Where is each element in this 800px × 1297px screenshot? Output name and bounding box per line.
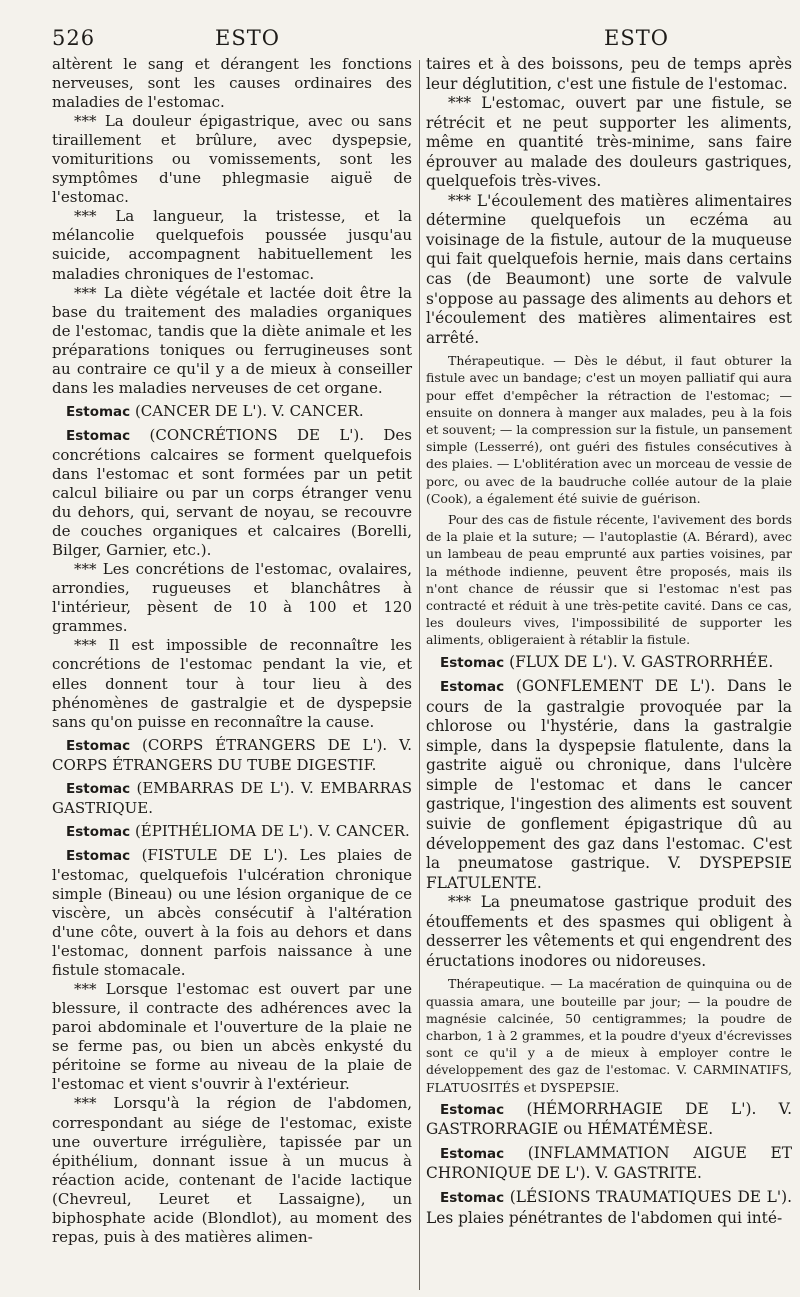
entry-text: (EMBARRAS DE L'). V. EMBARRAS GASTRIQUE. <box>52 778 412 817</box>
therapeutics-note: Thérapeutique. — La macération de quinquina ou de quassia amara, une bouteille par jour; — la poudre de magnésie calcinée, 50 centigrammes; la poudre de charbon, 1 à 2 grammes, et la poudre d'yeux d'écrevisses sont ce qu'il y a de mieux à employer contre le développement des gaz de l'estomac. V. CARMINATIFS, FLATUOSITÉS et DYSPEPSIE. <box>426 976 792 1095</box>
paragraph: *** Lorsque l'estomac est ouvert par une blessure, il contracte des adhérences avec la paroi abdominale et l'ouverture de la plaie ne se ferme pas, ou bien un abcès enkysté du péritoine se forme au niveau de la plaie de l'estomac et vient s'ouvrir à l'extérieur. <box>52 980 412 1094</box>
dictionary-entry <box>52 426 412 560</box>
paragraph: altèrent le sang et dérangent les fonctions nerveuses, sont les causes ordinaires des maladies de l'estomac. <box>52 55 412 112</box>
entry-text: (GONFLEMENT DE L'). Dans le cours de la gastralgie provoquée par la chlorose ou l'hystérie, dans la gastralgie simple, dans la dyspepsie flatulente, dans la gastrite aiguë ou chronique, dans l'ulcère simple de l'estomac et dans le cancer gastrique, l'ingestion des aliments est souvent suivie de gonflement épigastrique dû au développement des gaz dans l'estomac. C'est la pneumatose gastrique. V. DYSPEPSIE FLATULENTE. <box>426 677 792 892</box>
entry-headword: Estomac <box>440 1101 505 1118</box>
dictionary-entry <box>52 846 412 980</box>
entry-text: (CONCRÉTIONS DE L'). Des concrétions calcaires se forment quelquefois dans l'estomac et sont formées par un petit calcul biliaire ou par un corps étranger venu du dehors, qui, servant de noyau, se recouvre de couches organiques et calcaires (Borelli, Bilger, Garnier, etc.). <box>52 425 412 560</box>
therapeutics-note: Pour des cas de fistule récente, l'avivement des bords de la plaie et la suture; — l'autoplastie (A. Bérard), avec un lambeau de peau emprunté aux parties voisines, par la méthode indienne, peuvent être proposés, mais ils n'ont chance de réussir que si l'estomac n'est pas contracté et réduit à une très-petite cavité. Dans ce cas, les douleurs vives, l'impossibilité de supporter les aliments, obligeraient à rétablir la fistule. <box>426 512 792 648</box>
entry-headword: Estomac <box>66 823 131 840</box>
paragraph: *** La diète végétale et lactée doit être la base du traitement des maladies organiques de l'estomac, tandis que la diète animale et les préparations toniques ou ferrugineuses sont au contraire ce qu'il y a de mieux à conseiller dans les maladies nerveuses de cet organe. <box>52 283 412 397</box>
dictionary-entry <box>426 1188 792 1228</box>
entry-headword: Estomac <box>440 1145 505 1162</box>
therapeutics-note: Thérapeutique. — Dès le début, il faut obturer la fistule avec un bandage; c'est un moyen palliatif qui aura pour effet d'empêcher la rétraction de l'estomac; — ensuite on donnera à manger aux malades, peu à la fois et souvent; — la compression sur la fistule, un pansement simple (Lesserré), ont guéri des fistules consécutives à des plaies. — L'oblitération avec un morceau de vessie de porc, ou avec de la baudruche collée autour de la plaie (Cook), a également été suivie de guérison. <box>426 353 792 506</box>
paragraph: *** Les concrétions de l'estomac, ovalaires, arrondies, rugueuses et blanchâtres à l'intérieur, pèsent de 10 à 100 et 120 grammes. <box>52 560 412 636</box>
dictionary-entry <box>426 677 792 893</box>
dictionary-entry <box>52 779 412 818</box>
dictionary-entry <box>426 653 792 674</box>
entry-headword: Estomac <box>440 1190 505 1207</box>
entry-text: (CORPS ÉTRANGERS DE L'). V. CORPS ÉTRANGERS DU TUBE DIGESTIF. <box>52 735 412 774</box>
entry-text: (ÉPITHÉLIOMA DE L'). V. CANCER. <box>130 821 410 840</box>
paragraph: *** La douleur épigastrique, avec ou sans tiraillement et brûlure, avec dyspepsie, vomituritions ou vomissements, sont les symptômes d'une phlegmasie aiguë de l'estomac. <box>52 112 412 207</box>
left-column <box>52 55 412 1247</box>
right-running-title: ESTO <box>604 26 669 50</box>
entry-text: (HÉMORRHAGIE DE L'). V. GASTRORRAGIE ou HÉMATÉMÈSE. <box>426 1099 792 1139</box>
paragraph: *** La pneumatose gastrique produit des étouffements et des spasmes qui obligent à desserrer les vêtements et qui engendrent des éructations inodores ou nidoreuses. <box>426 893 792 970</box>
dictionary-entry <box>52 736 412 775</box>
right-column <box>426 55 792 1228</box>
paragraph: *** L'estomac, ouvert par une fistule, se rétrécit et ne peut supporter les aliments, même en quantité très-minime, sans faire éprouver au malade des douleurs gastriques, quelquefois très-vives. <box>426 94 792 191</box>
entry-headword: Estomac <box>440 654 505 671</box>
running-header <box>0 26 800 56</box>
dictionary-entry <box>426 1100 792 1140</box>
entry-text: (LÉSIONS TRAUMATIQUES DE L'). Les plaies pénétrantes de l'abdomen qui inté- <box>426 1188 792 1227</box>
dictionary-entry <box>426 1144 792 1184</box>
entry-headword: Estomac <box>440 679 505 696</box>
left-running-title: ESTO <box>215 26 280 50</box>
dictionary-entry <box>52 822 412 842</box>
entry-text: (FISTULE DE L'). Les plaies de l'estomac, quelquefois l'ulcération chronique simple (Bineau) ou une lésion organique de ce viscère, un abcès consécutif à l'altération d'une côte, ouvert à la fois au dehors et dans l'estomac, donnent parfois naissance à une fistule stomacale. <box>52 845 412 980</box>
entry-headword: Estomac <box>66 403 131 420</box>
paragraph: *** Il est impossible de reconnaître les concrétions de l'estomac pendant la vie, et elles donnent tour à tour lieu à des phénomènes de gastralgie et de dyspepsie sans qu'on puisse en reconnaître la cause. <box>52 636 412 731</box>
entry-headword: Estomac <box>66 737 131 754</box>
entry-text: (CANCER DE L'). V. CANCER. <box>130 401 364 420</box>
page-number: 526 <box>52 26 96 50</box>
entry-headword: Estomac <box>66 780 131 797</box>
paragraph: *** La langueur, la tristesse, et la mélancolie quelquefois poussée jusqu'au suicide, accompagnent habituellement les maladies chroniques de l'estomac. <box>52 207 412 283</box>
dictionary-entry <box>52 402 412 422</box>
entry-text: (FLUX DE L'). V. GASTRORRHÉE. <box>504 652 774 671</box>
entry-headword: Estomac <box>66 847 131 864</box>
paragraph: *** Lorsqu'à la région de l'abdomen, correspondant au siége de l'estomac, existe une ouverture irrégulière, tapissée par un épithélium, donnant issue à un mucus à réaction acide, contenant de l'acide lactique (Chevreul, Leuret et Lassaigne), un biphosphate acide (Blondlot), au moment des repas, puis à des matières alimen- <box>52 1094 412 1246</box>
paragraph: *** L'écoulement des matières alimentaires détermine quelquefois un eczéma au voisinage de la fistule, autour de la muqueuse qui fait quelquefois hernie, mais dans certains cas (de Beaumont) une sorte de valvule s'oppose au passage des aliments au dehors et l'écoulement des matières alimentaires est arrêté. <box>426 191 792 347</box>
paragraph: taires et à des boissons, peu de temps après leur déglutition, c'est une fistule de l'estomac. <box>426 55 792 93</box>
entry-text: (INFLAMMATION AIGUE ET CHRONIQUE DE L'). V. GASTRITE. <box>426 1143 792 1183</box>
column-divider <box>419 60 420 1290</box>
entry-headword: Estomac <box>66 427 131 444</box>
